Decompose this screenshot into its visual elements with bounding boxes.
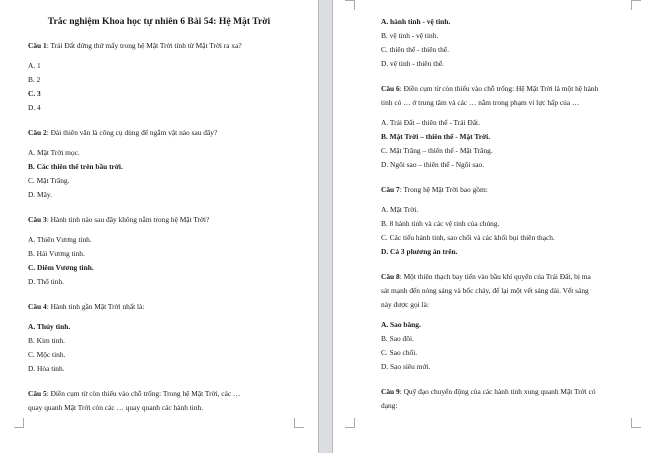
question-text-continued: quay quanh Mặt Trời còn các … quay quanh các hành tinh.	[28, 403, 204, 412]
question-1	[28, 39, 290, 115]
question-9	[381, 385, 633, 413]
question-label: Câu 9	[381, 387, 400, 396]
question-label: Câu 7	[381, 185, 400, 194]
answer-option-correct: C. Diêm Vương tinh.	[28, 263, 94, 272]
question-6	[381, 82, 633, 172]
question-text-continued: tinh có … ở trung tâm và các … nằm trong phạm vi lực hấp của …	[381, 98, 580, 107]
answer-option: D. Mây.	[28, 190, 52, 199]
answer-option: B. Sao đôi.	[381, 334, 414, 343]
question-text: Câu 3: Hành tinh nào sau đây không nằm trong hệ Mặt Trời?	[28, 215, 210, 224]
margin-corner-mark	[294, 418, 304, 428]
answer-option: D. Hỏa tinh.	[28, 364, 65, 373]
question-8	[381, 270, 633, 374]
answer-option: A. Thiên Vương tinh.	[28, 235, 92, 244]
question-text: Câu 8: Một thiên thạch bay tiến vào bầu khí quyển của Trái Đất, bị ma	[381, 272, 591, 281]
margin-corner-mark	[631, 418, 641, 428]
answer-option: C. thiên thể - thiên thể.	[381, 45, 449, 54]
answer-option: C. Mặt Trăng – thiên thể - Mặt Trăng.	[381, 146, 493, 155]
answer-option: B. 8 hành tinh và các vệ tinh của chúng.	[381, 219, 500, 228]
answer-option: B. vệ tinh - vệ tinh.	[381, 31, 439, 40]
document-page-left	[0, 0, 318, 453]
answer-option: D. vệ tinh - thiên thể.	[381, 59, 445, 68]
question-label: Câu 1	[28, 41, 47, 50]
question-5-options	[381, 15, 633, 71]
answer-option: D. Ngôi sao – thiên thể - Ngôi sao.	[381, 160, 485, 169]
margin-corner-mark	[345, 0, 355, 10]
question-text-continued: này được gọi là:	[381, 300, 429, 309]
answer-option-correct: B. Các thiên thể trên bầu trời.	[28, 162, 123, 171]
answer-option: B. Hải Vương tinh.	[28, 249, 85, 258]
question-7	[381, 183, 633, 259]
answer-option-correct: D. Cả 3 phương án trên.	[381, 247, 458, 256]
question-text-continued: dạng:	[381, 401, 398, 410]
question-label: Câu 2	[28, 128, 47, 137]
margin-corner-mark	[631, 0, 641, 10]
answer-option: A. 1	[28, 61, 41, 70]
answer-option: C. Mặt Trăng.	[28, 176, 70, 185]
question-4	[28, 300, 290, 376]
question-2	[28, 126, 290, 202]
document-page-right	[333, 0, 650, 453]
question-text: Câu 7: Trong hệ Mặt Trời bao gồm:	[381, 185, 488, 194]
answer-option: D. 4	[28, 103, 41, 112]
answer-option: C. Sao chổi.	[381, 348, 418, 357]
question-text-continued: sát mạnh đến nóng sáng và bốc cháy, để lại một vết sáng dài. Vết sáng	[381, 286, 589, 295]
question-label: Câu 5	[28, 389, 47, 398]
question-label: Câu 6	[381, 84, 400, 93]
question-label: Câu 4	[28, 302, 47, 311]
answer-option-correct: A. Thủy tinh.	[28, 322, 71, 331]
answer-option: B. 2	[28, 75, 41, 84]
question-text: Câu 2: Đài thiên văn là công cụ dùng để ngắm vật nào sau đây?	[28, 128, 218, 137]
page-gap	[318, 0, 333, 453]
question-text: Câu 1: Trái Đất đứng thứ mấy trong hệ Mặt Trời tính từ Mặt Trời ra xa?	[28, 41, 242, 50]
answer-option-correct: C. 3	[28, 89, 41, 98]
question-label: Câu 8	[381, 272, 400, 281]
answer-option: A. Trái Đất – thiên thể - Trái Đất.	[381, 118, 480, 127]
answer-option: D. Thổ tinh.	[28, 277, 64, 286]
margin-corner-mark	[345, 418, 355, 428]
page-content	[381, 14, 633, 413]
question-text: Câu 6: Điền cụm từ còn thiếu vào chỗ trống: Hệ Mặt Trời là một hệ hành	[381, 84, 599, 93]
question-text: Câu 4: Hành tinh gần Mặt Trời nhất là:	[28, 302, 145, 311]
answer-option: C. Các tiểu hành tinh, sao chổi và các khối bụi thiên thạch.	[381, 233, 555, 242]
question-5	[28, 387, 290, 415]
question-3	[28, 213, 290, 289]
answer-option: A. Mặt Trời.	[381, 205, 419, 214]
answer-option: D. Sao siêu mới.	[381, 362, 431, 371]
answer-option-correct: A. hành tinh - vệ tinh.	[381, 17, 451, 26]
document-title: Trắc nghiệm Khoa học tự nhiên 6 Bài 54: Hệ Mặt Trời	[47, 16, 271, 27]
answer-option-correct: A. Sao băng.	[381, 320, 421, 329]
answer-option-correct: B. Mặt Trời – thiên thể - Mặt Trời.	[381, 132, 491, 141]
question-text: Câu 5: Điền cụm từ còn thiếu vào chỗ trống: Trong hệ Mặt Trời, các …	[28, 389, 241, 398]
margin-corner-mark	[14, 418, 24, 428]
answer-option: A. Mặt Trời mọc.	[28, 148, 80, 157]
answer-option: C. Mộc tinh.	[28, 350, 66, 359]
answer-option: B. Kim tinh.	[28, 336, 65, 345]
question-text: Câu 9: Quỹ đạo chuyển động của các hành tinh xung quanh Mặt Trời có	[381, 387, 596, 396]
page-content	[28, 14, 290, 415]
question-label: Câu 3	[28, 215, 47, 224]
